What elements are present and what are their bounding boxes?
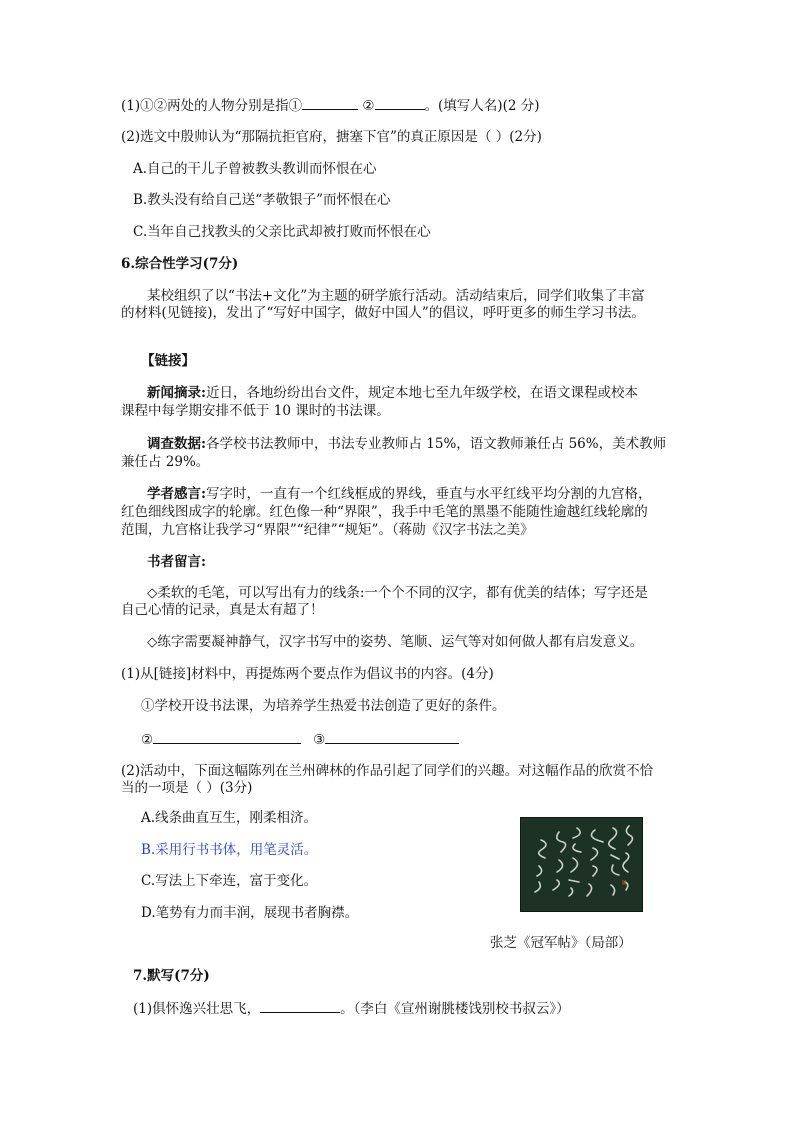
news-line1: [147, 383, 638, 403]
writer-label: 书者留言:: [147, 554, 206, 570]
q7-heading: 7.默写(7分): [133, 968, 210, 984]
q6-points-blanks: [141, 729, 459, 750]
point3-label: ③: [313, 732, 326, 748]
q5-option-c: C.当年自己找教头的父亲比武却被打败而怀恨在心: [133, 224, 431, 240]
survey-text: 各学校书法教师中，书法专业教师占 15%，语文教师兼任占 56%，美术教师: [205, 436, 667, 452]
scholar-line2: 红色细线图成字的轮廓。红色像一种“界限”，我手中毛笔的黑墨不能随性逾越红线轮廓的: [121, 504, 648, 520]
calligraphy-image: [520, 817, 643, 912]
q5-sub1-post: 。(填写人名)(2 分): [424, 98, 540, 114]
survey-line2: 兼任占 29%。: [121, 454, 210, 470]
answer-blank-q7-1[interactable]: [260, 998, 340, 1013]
news-label: 新闻摘录:: [147, 385, 206, 401]
survey-line1: [147, 434, 666, 454]
q6-option-a: A.线条曲直互生，刚柔相济。: [141, 810, 318, 826]
q6-intro-line2: 的材料(见链接)，发出了“写好中国字，做好中国人”的倡议，呼吁更多的师生学习书法。: [121, 305, 645, 321]
q6-option-c: C.写法上下牵连，富于变化。: [141, 873, 318, 889]
q6-option-b: B.采用行书书体，用笔灵活。: [141, 842, 318, 858]
q6-point1: ①学校开设书法课，为培养学生热爱书法创造了更好的条件。: [141, 698, 506, 714]
writer-line1b: 自己心情的记录，真是太有超了！: [121, 602, 324, 618]
q5-sub2: (2)选文中殷帅认为“那隔抗拒官府，搪塞下官”的真正原因是（ ）(2分): [121, 129, 542, 145]
q7-line1-post: 。（李白《宣州谢朓楼饯别校书叔云》）: [340, 1001, 570, 1017]
news-line2: 课程中每学期安排不低于 10 课时的书法课。: [121, 403, 390, 419]
q5-sub1-mid: ②: [358, 98, 375, 114]
q6-sub2-line2: 当的一项是（ ）(3分): [121, 780, 253, 796]
point2-label: ②: [141, 732, 154, 748]
answer-blank-1[interactable]: [302, 95, 358, 110]
scholar-line1: [147, 484, 651, 504]
calligraphy-caption: 张芝《冠军帖》（局部）: [490, 935, 632, 951]
q6-sub2-line1: (2)活动中，下面这幅陈列在兰州碑林的作品引起了同学们的兴趣。对这幅作品的欣赏不恰: [121, 763, 654, 779]
q6-sub1: (1)从[链接]材料中，再提炼两个要点作为倡议书的内容。(4分): [121, 666, 494, 682]
scholar-text: 写字时，一直有一个红线框成的界线，垂直与水平红线平均分割的九宫格，: [205, 486, 652, 502]
q6-intro-line1: 某校组织了以“书法+文化”为主题的研学旅行活动。活动结束后，同学们收集了丰富: [147, 288, 645, 304]
scholar-line3: 范围，九宫格让我学习“界限”“纪律”“规矩”。（蒋勋《汉字书法之美》: [121, 522, 534, 538]
link-title: 【链接】: [141, 353, 195, 369]
q7-line1: [133, 998, 570, 1019]
answer-blank-point3[interactable]: [325, 729, 459, 744]
q6-heading: 6.综合性学习(7分): [121, 256, 239, 272]
q6-option-d: D.笔势有力而丰润，展现书者胸襟。: [141, 905, 359, 921]
writer-line1a: ◇柔软的毛笔，可以写出有力的线条:一个个不同的汉字，都有优美的结体；写字还是: [147, 585, 648, 601]
calligraphy-strokes: [521, 818, 642, 911]
survey-label: 调查数据:: [147, 436, 206, 452]
q7-line1-pre: (1)俱怀逸兴壮思飞，: [133, 1001, 261, 1017]
q5-sub1: [121, 95, 539, 116]
scholar-label: 学者感言:: [147, 486, 206, 502]
answer-blank-point2[interactable]: [153, 729, 301, 744]
q5-sub1-pre: (1)①②两处的人物分别是指①: [121, 98, 303, 114]
answer-blank-2[interactable]: [375, 95, 425, 110]
q5-option-b: B.教头没有给自己送“孝敬银子”而怀恨在心: [133, 192, 391, 208]
writer-line2: ◇练字需要凝神静气，汉字书写中的姿势、笔顺、运气等对如何做人都有启发意义。: [147, 634, 644, 650]
news-text: 近日，各地纷纷出台文件，规定本地七至九年级学校，在语文课程或校本: [205, 385, 638, 401]
q5-option-a: A.自己的干儿子曾被教头教训而怀恨在心: [133, 161, 377, 177]
